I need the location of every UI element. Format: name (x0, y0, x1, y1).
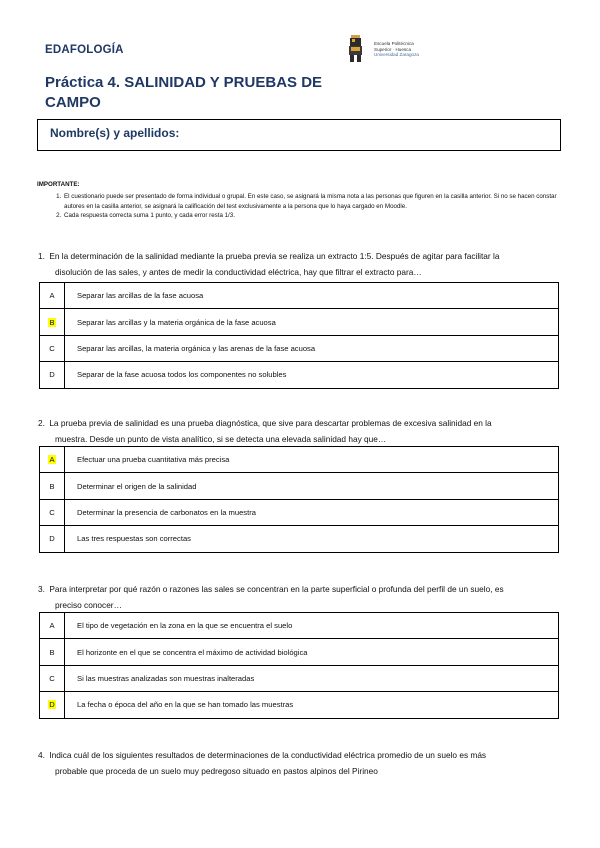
option-letter-mark: C (49, 507, 55, 517)
question-number: 3. (38, 584, 45, 594)
important-item: 2. Cada respuesta correcta suma 1 punto, y cada error resta 1/3. (63, 211, 567, 221)
option-row[interactable] (40, 335, 559, 361)
option-row[interactable] (40, 362, 559, 388)
question-text-continued: preciso conocer… (55, 599, 122, 610)
option-row[interactable] (40, 447, 559, 473)
question-number: 4. (38, 750, 45, 760)
university-logo (347, 35, 447, 65)
subject-heading: EDAFOLOGÍA (45, 44, 124, 56)
option-row[interactable] (40, 499, 559, 525)
logo-text (374, 41, 419, 58)
logo-line: Escuela Politécnica (374, 41, 414, 46)
options-table-1 (39, 282, 559, 389)
question-3 (38, 582, 568, 613)
important-item: 1. El cuestionario puede ser presentado de forma individual o grupal. En este caso, se asignará la misma nota a las personas que figuren en la casilla anterior. Si no se hacen constar autores en la casilla anterior, se asignará la calificación del test exclusivamente a la persona que lo haya cargado en Moodle. (63, 192, 567, 212)
option-text: Las tres respuestas son correctas (65, 526, 559, 552)
option-letter-mark: D (49, 534, 55, 544)
option-letter[interactable] (40, 665, 65, 691)
question-number: 1. (38, 251, 45, 261)
question-number: 2. (38, 418, 45, 428)
options-table-2 (39, 446, 559, 553)
important-heading: IMPORTANTE: (37, 181, 80, 188)
option-text: Separar las arcillas y la materia orgánica de la fase acuosa (65, 309, 559, 335)
question-text: Para interpretar por qué razón o razones las sales se concentran en la parte superficial o profunda del perfil de un suelo, es (49, 584, 504, 594)
question-text-continued: disolución de las sales, y antes de medir la conductividad eléctrica, hay que filtrar el extracto para… (55, 266, 422, 277)
question-text: En la determinación de la salinidad mediante la prueba previa se realiza un extracto 1:5. Después de agitar para facilitar la (49, 251, 500, 261)
selected-answer-mark: D (49, 700, 55, 710)
option-text: El horizonte en el que se concentra el máximo de actividad biológica (65, 639, 559, 665)
option-text: Efectuar una prueba cuantitativa más precisa (65, 447, 559, 473)
question-text: Indica cuál de los siguientes resultados de determinaciones de la conductividad eléctrica promedio de un suelo es más (49, 750, 487, 760)
option-letter[interactable] (40, 526, 65, 552)
option-letter-mark: C (49, 343, 55, 353)
logo-line: Universidad Zaragoza (374, 52, 419, 58)
option-letter[interactable] (40, 613, 65, 639)
option-letter-mark: A (49, 291, 55, 301)
option-letter[interactable] (40, 447, 65, 473)
document-title: Práctica 4. SALINIDAD Y PRUEBAS DE CAMPO (45, 74, 323, 111)
question-text-continued: muestra. Desde un punto de vista analítico, si se detecta una elevada salinidad hay que… (55, 433, 387, 444)
option-letter[interactable] (40, 335, 65, 361)
option-letter[interactable] (40, 309, 65, 335)
options-table-3 (39, 612, 559, 719)
option-letter[interactable] (40, 473, 65, 499)
important-list (37, 192, 567, 221)
question-4 (38, 748, 568, 779)
option-letter-mark: A (49, 621, 55, 631)
option-letter[interactable] (40, 639, 65, 665)
lion-emblem-icon (347, 35, 364, 62)
option-row[interactable] (40, 526, 559, 552)
name-field-label: Nombre(s) y apellidos: (50, 126, 180, 140)
option-letter-mark: B (49, 647, 55, 657)
option-row[interactable] (40, 309, 559, 335)
option-row[interactable] (40, 665, 559, 691)
option-letter[interactable] (40, 362, 65, 388)
option-text: La fecha o época del año en la que se han tomado las muestras (65, 692, 559, 718)
option-letter[interactable] (40, 692, 65, 718)
name-field[interactable] (37, 119, 561, 151)
option-letter[interactable] (40, 499, 65, 525)
question-2 (38, 416, 568, 447)
option-row[interactable] (40, 613, 559, 639)
option-text: Determinar el origen de la salinidad (65, 473, 559, 499)
option-row[interactable] (40, 283, 559, 309)
option-text: Separar las arcillas, la materia orgánica y las arenas de la fase acuosa (65, 335, 559, 361)
option-text: Separar las arcillas de la fase acuosa (65, 283, 559, 309)
option-text: Determinar la presencia de carbonatos en la muestra (65, 499, 559, 525)
option-letter-mark: C (49, 673, 55, 683)
option-row[interactable] (40, 473, 559, 499)
important-notes (37, 180, 567, 221)
option-letter-mark: D (49, 370, 55, 380)
option-text: El tipo de vegetación en la zona en la que se encuentra el suelo (65, 613, 559, 639)
option-row[interactable] (40, 692, 559, 718)
question-1 (38, 249, 568, 280)
option-text: Separar de la fase acuosa todos los componentes no solubles (65, 362, 559, 388)
question-text-continued: probable que proceda de un suelo muy pedregoso situado en pastos alpinos del Pirineo (55, 765, 378, 776)
selected-answer-mark: B (49, 317, 55, 327)
option-row[interactable] (40, 639, 559, 665)
option-text: Si las muestras analizadas son muestras inalteradas (65, 665, 559, 691)
option-letter-mark: B (49, 481, 55, 491)
option-letter[interactable] (40, 283, 65, 309)
selected-answer-mark: A (49, 455, 55, 465)
question-text: La prueba previa de salinidad es una prueba diagnóstica, que sive para descartar problemas de excesiva salinidad en la (49, 418, 492, 428)
logo-line: Superior · Huesca (374, 46, 412, 52)
